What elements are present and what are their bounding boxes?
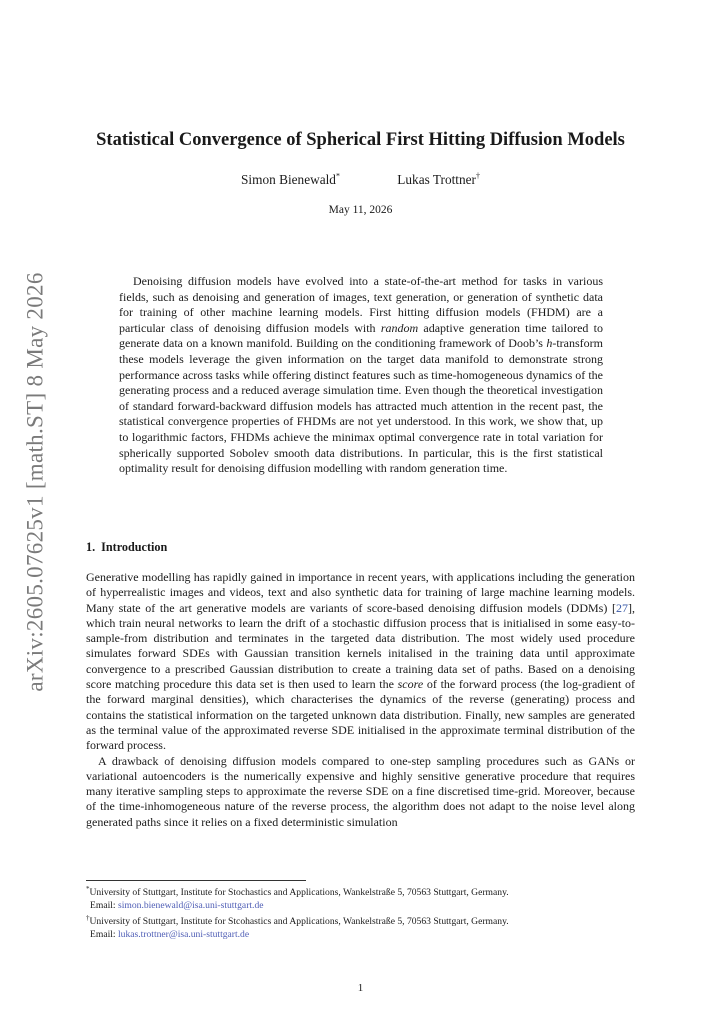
emphasis-h: h	[546, 336, 553, 351]
footnote-2-email: Email: lukas.trottner@isa.uni-stuttgart.de	[90, 929, 250, 941]
introduction-body	[86, 570, 635, 830]
paragraph-1: Generative modelling has rapidly gained in importance in recent years, with applications including the generation of hyperrealistic images and videos, text and also synthetic data for training of large machine learning models. Many state of the art generative models are variants of score-based denoising diffusion models (DDMs) [27], which train neural networks to learn the drift of a stochastic diffusion process that is initialised in some easy-to-sample-from distribution and terminates in the targeted data distribution. The most widely used procedure simulates forward SDEs with Gaussian transition kernels initalised in the training data until approximate convergence to a prescribed Gaussian distribution to create a training data set of paths. Based on a denoising score matching procedure this data set is then used to learn the score of the forward process (the log-gradient of the forward marginal densities), which characterises the dynamics of the reverse (generating) process and contains the statistical information on the targeted unknown data distribution. Finally, new samples are generated as the terminal value of the approximated reverse SDE initialised in the approximate terminal distribution of the forward process.	[86, 570, 635, 753]
publication-date: May 11, 2026	[328, 204, 393, 216]
page-number: 1	[357, 982, 364, 994]
emphasis-score: score	[397, 677, 424, 692]
arxiv-identifier: arXiv:2605.07625v1 [math.ST] 8 May 2026	[23, 272, 49, 692]
email-link-1[interactable]: simon.bienewald@isa.uni-stuttgart.de	[117, 900, 264, 912]
email-link-2[interactable]: lukas.trottner@isa.uni-stuttgart.de	[117, 929, 250, 941]
footnote-divider	[86, 880, 306, 881]
footnotes	[86, 883, 646, 941]
paragraph-2: A drawback of denoising diffusion models compared to one-step sampling procedures such as GANs or variational autoencoders is the numerically expensive and highly sensitive generative procedure that requires many iterative sampling steps to approximate the reverse SDE on a fine discretised time-grid. Moreover, because of the time-inhomogeneous nature of the reverse process, the algorithm does not adapt to the noise level along generated paths since it relies on a fixed deterministic simulation	[86, 753, 635, 829]
section-number: 1.	[86, 540, 96, 554]
footnote-1-email: Email: simon.bienewald@isa.uni-stuttgart.de	[90, 900, 264, 912]
paper-title: Statistical Convergence of Spherical First Hitting Diffusion Models	[96, 130, 625, 150]
section-title: Introduction	[101, 540, 168, 554]
author-2-mark: †	[475, 172, 480, 181]
emphasis-random: random	[380, 320, 419, 335]
citation-link[interactable]: 27	[616, 600, 628, 615]
abstract: Denoising diffusion models have evolved into a state-of-the-art method for tasks in various fields, such as denoising and generation of images, text generation, or generation of synthetic data for training of other machine learning models. First hitting diffusion models (FHDM) are a particular class of denoising diffusion models with random adaptive generation time tailored to generate data on a known manifold. Building on the conditioning framework of Doob’s h-transform these models leverage the given information on the target data manifold to demonstrate strong performance across tasks while offering distinct features such as time-homogeneous dynamics of the generating process and a reduced average simulation time. Even though the theoretical investigation of standard forward-backward diffusion models has attracted much attention in the recent past, the statistical convergence properties of FHDMs are not yet understood. In this work, we show that, up to logarithmic factors, FHDMs achieve the minimax optimal convergence rate in total variation for spherically supported Sobolev smooth data distributions. In particular, this is the first statistical optimality result for denoising diffusion modelling with random generation time.	[119, 274, 603, 476]
author-2: Lukas Trottner†	[397, 172, 480, 188]
author-1: Simon Bienewald*	[241, 172, 340, 188]
footnote-2: †University of Stuttgart, Institute for Stcohastics and Applications, Wankelstraße 5, 70563 Stuttgart, Germany.	[86, 914, 509, 928]
footnote-1: *University of Stuttgart, Institute for Stochastics and Applications, Wankelstraße 5, 70563 Stuttgart, Germany.	[86, 885, 509, 899]
arxiv-sidebar-stamp	[14, 272, 58, 692]
section-heading-introduction	[86, 540, 167, 555]
author-list	[80, 172, 641, 188]
author-1-mark: *	[335, 172, 340, 181]
